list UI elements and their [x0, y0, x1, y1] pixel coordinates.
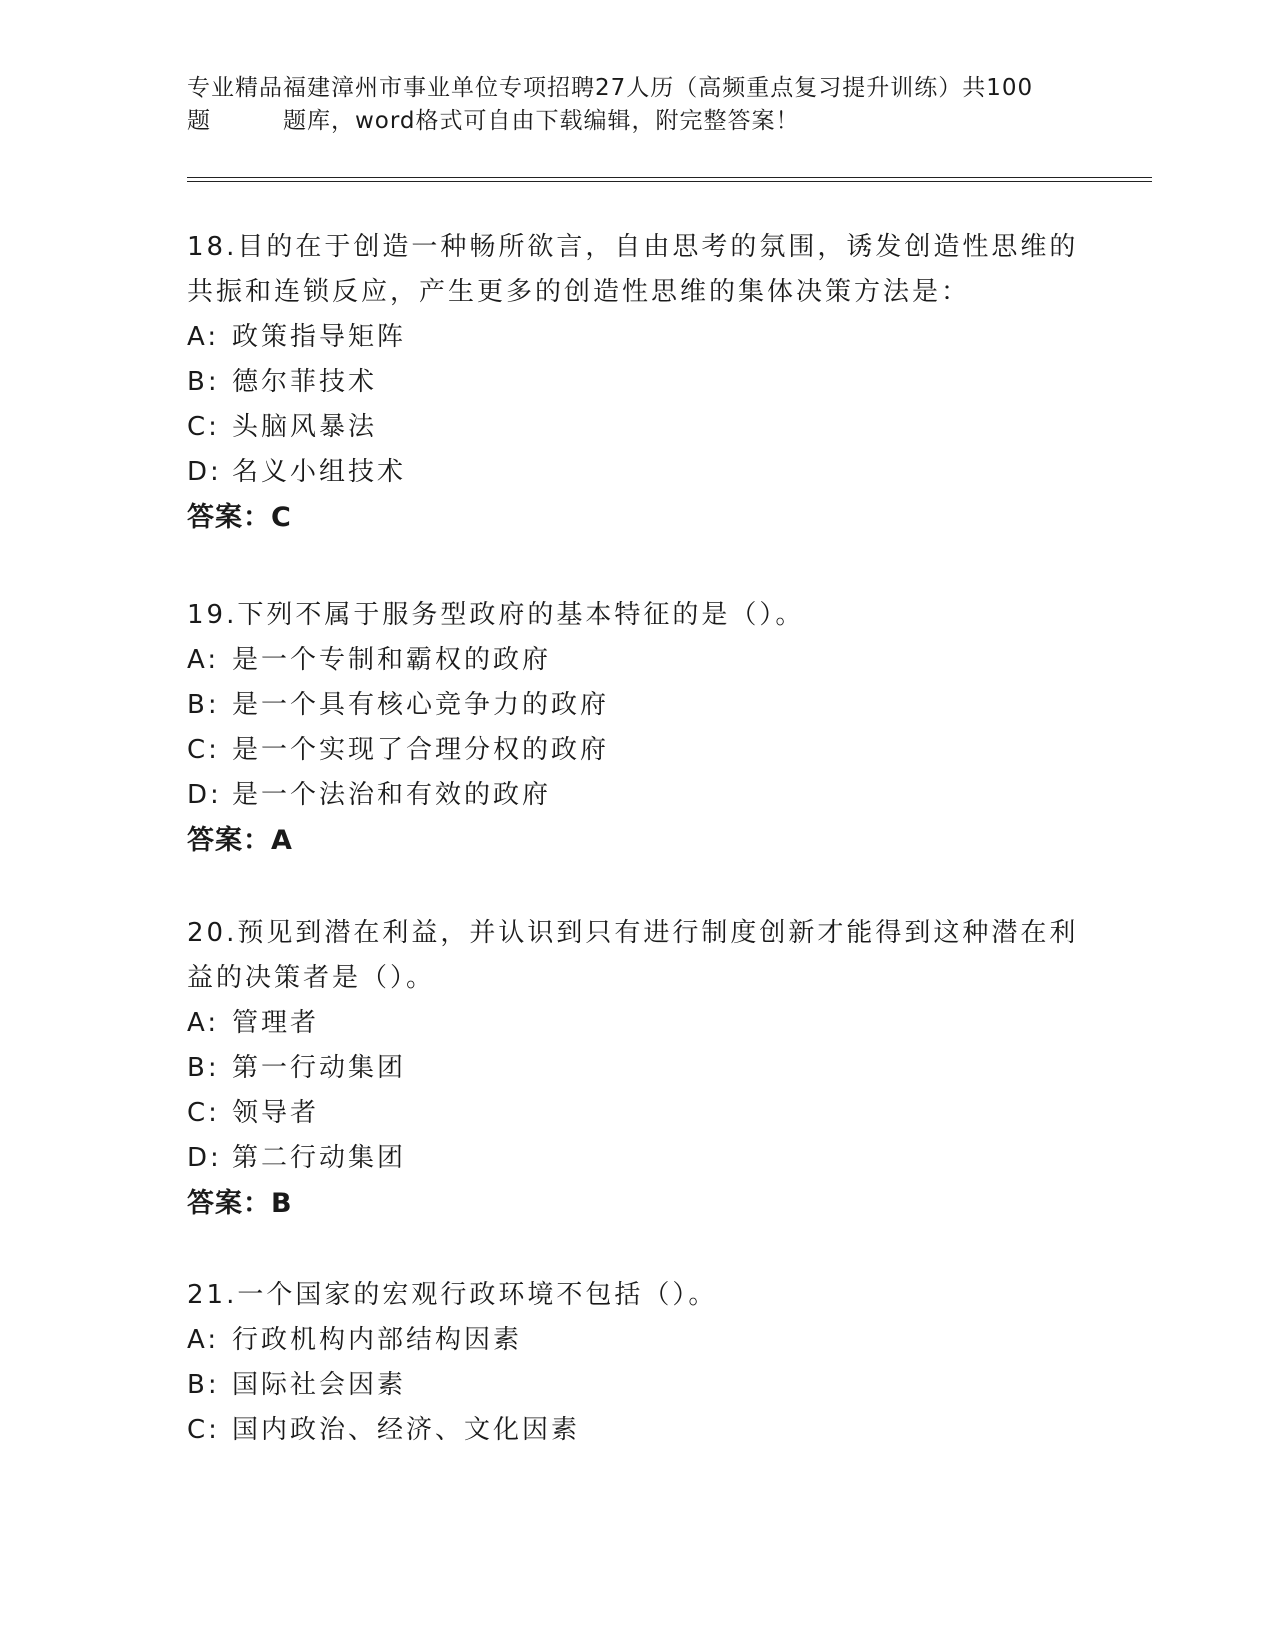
header-divider-top: [187, 177, 1152, 178]
option-a: [187, 1001, 1087, 1046]
question-stem: 18.目的在于创造一种畅所欲言，自由思考的氛围，诱发创造性思维的共振和连锁反应，产生更多的创造性思维的集体决策方法是：: [187, 232, 1079, 307]
question-stem: 21.一个国家的宏观行政环境不包括（）。: [187, 1280, 718, 1310]
question-18: [187, 225, 1087, 540]
option-text: 名义小组技术: [232, 457, 407, 487]
header-divider-bottom: [187, 181, 1152, 182]
option-b: [187, 683, 1087, 728]
option-c: [187, 405, 1087, 450]
option-text: 行政机构内部结构因素: [232, 1325, 523, 1355]
option-b: [187, 1046, 1087, 1091]
option-text: 国内政治、经济、文化因素: [232, 1415, 581, 1445]
option-text: 德尔菲技术: [232, 367, 378, 397]
question-20: [187, 911, 1087, 1226]
option-d: [187, 773, 1087, 818]
question-21: [187, 1273, 1087, 1453]
header-line2-prefix: 题: [187, 108, 211, 134]
option-a: [187, 638, 1087, 683]
header-title-line2: [187, 105, 1067, 138]
option-b: [187, 1363, 1087, 1408]
option-label: C:: [187, 1415, 220, 1445]
option-label: D:: [187, 457, 222, 487]
option-label: B:: [187, 1053, 220, 1083]
option-a: [187, 1318, 1087, 1363]
option-text: 是一个法治和有效的政府: [232, 780, 552, 810]
option-text: 是一个具有核心竞争力的政府: [232, 690, 610, 720]
option-text: 管理者: [232, 1008, 320, 1038]
header-line2-text: 题库，word格式可自由下载编辑，附完整答案！: [283, 108, 800, 134]
option-label: A:: [187, 1325, 220, 1355]
option-c: [187, 1408, 1087, 1453]
option-label: C:: [187, 1098, 220, 1128]
option-label: B:: [187, 367, 220, 397]
question-19: [187, 593, 1087, 863]
option-text: 是一个实现了合理分权的政府: [232, 735, 610, 765]
option-text: 第二行动集团: [232, 1143, 407, 1173]
option-label: C:: [187, 735, 220, 765]
option-label: B:: [187, 690, 220, 720]
option-label: C:: [187, 412, 220, 442]
option-text: 国际社会因素: [232, 1370, 407, 1400]
option-label: A:: [187, 645, 220, 675]
option-c: [187, 728, 1087, 773]
option-label: D:: [187, 780, 222, 810]
option-text: 是一个专制和霸权的政府: [232, 645, 552, 675]
option-text: 第一行动集团: [232, 1053, 407, 1083]
option-label: A:: [187, 1008, 220, 1038]
question-stem: 19.下列不属于服务型政府的基本特征的是（）。: [187, 600, 805, 630]
answer: 答案：A: [187, 825, 293, 856]
option-text: 领导者: [232, 1098, 320, 1128]
answer: 答案：C: [187, 502, 292, 533]
option-label: D:: [187, 1143, 222, 1173]
option-d: [187, 1136, 1087, 1181]
page-header: [187, 72, 1067, 138]
option-label: B:: [187, 1370, 220, 1400]
option-text: 政策指导矩阵: [232, 322, 407, 352]
option-label: A:: [187, 322, 220, 352]
option-c: [187, 1091, 1087, 1136]
answer: 答案：B: [187, 1188, 293, 1219]
header-title-line1: 专业精品福建漳州市事业单位专项招聘27人历（高频重点复习提升训练）共100: [187, 75, 1034, 101]
option-b: [187, 360, 1087, 405]
option-text: 头脑风暴法: [232, 412, 378, 442]
option-a: [187, 315, 1087, 360]
option-d: [187, 450, 1087, 495]
question-stem: 20.预见到潜在利益，并认识到只有进行制度创新才能得到这种潜在利益的决策者是（）。: [187, 918, 1079, 993]
